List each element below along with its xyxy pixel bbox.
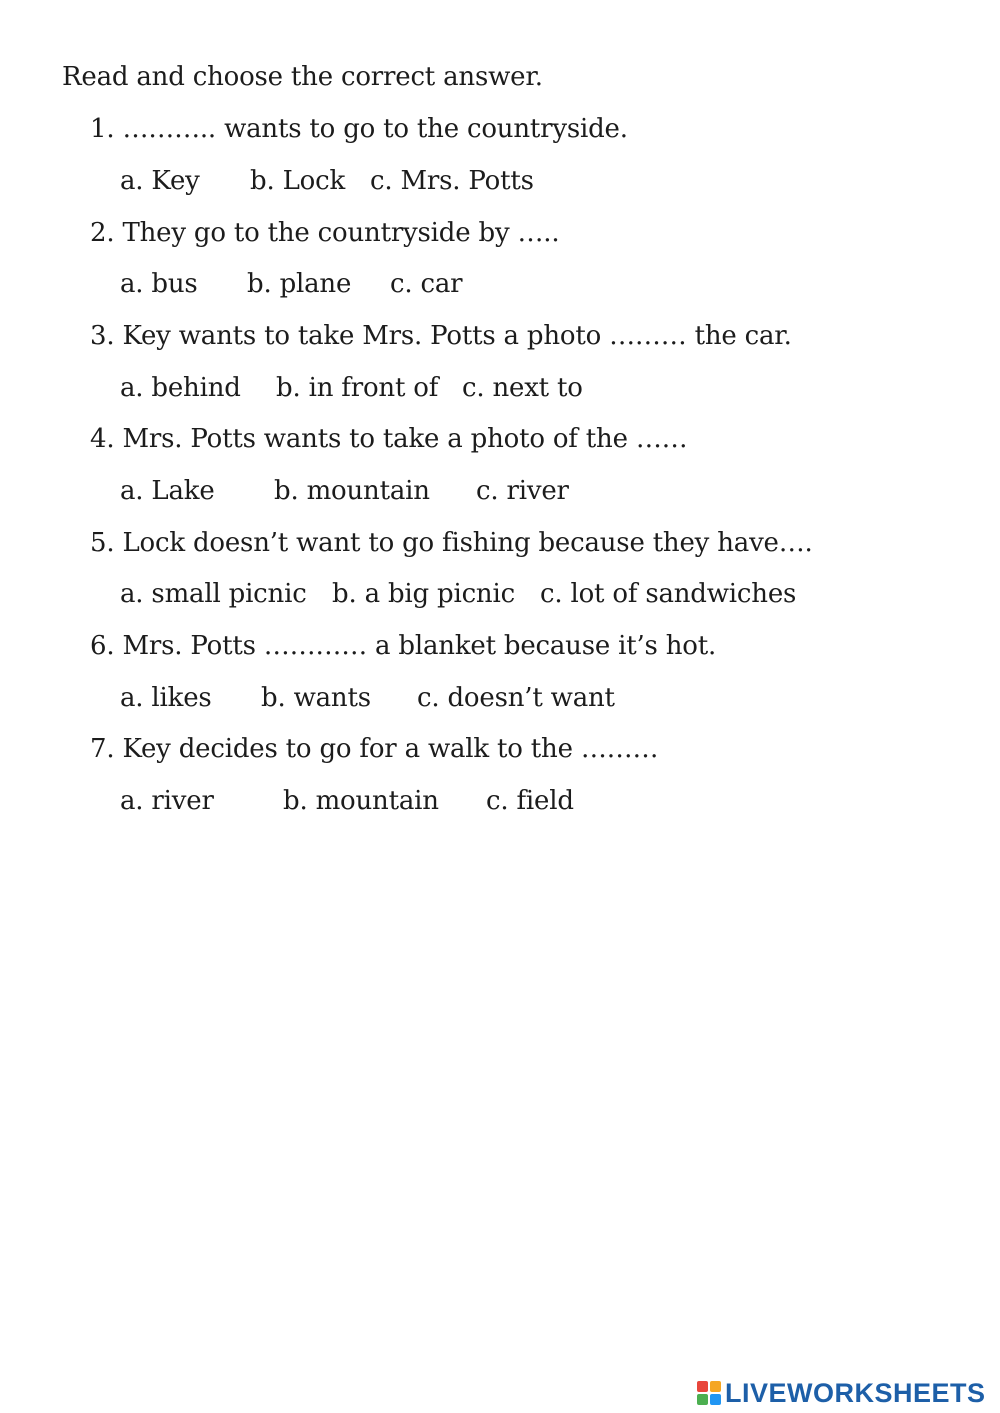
option-3b[interactable]: b. in front of <box>276 373 439 403</box>
question-7: 7. Key decides to go for a walk to the ……… <box>90 734 659 764</box>
option-3a[interactable]: a. behind <box>120 373 241 403</box>
question-4: 4. Mrs. Potts wants to take a photo of the …… <box>90 424 688 454</box>
option-4b[interactable]: b. mountain <box>274 476 430 506</box>
option-2c[interactable]: c. car <box>390 269 463 299</box>
question-3: 3. Key wants to take Mrs. Potts a photo ……… the car. <box>90 321 792 351</box>
question-2: 2. They go to the countryside by ….. <box>90 218 560 248</box>
option-7b[interactable]: b. mountain <box>283 786 439 816</box>
option-4a[interactable]: a. Lake <box>120 476 215 506</box>
question-5: 5. Lock doesn’t want to go fishing because they have…. <box>90 528 813 558</box>
question-6: 6. Mrs. Potts ………… a blanket because it’s hot. <box>90 631 717 661</box>
logo-tile-blue <box>710 1394 721 1405</box>
logo-tile-green <box>697 1394 708 1405</box>
option-6a[interactable]: a. likes <box>120 683 212 713</box>
option-7c[interactable]: c. field <box>486 786 574 816</box>
option-6b[interactable]: b. wants <box>261 683 371 713</box>
option-7a[interactable]: a. river <box>120 786 214 816</box>
option-1c[interactable]: c. Mrs. Potts <box>370 166 534 196</box>
question-1: 1. ……….. wants to go to the countryside. <box>90 114 628 144</box>
logo-tile-red <box>697 1381 708 1392</box>
logo-tile-orange <box>710 1381 721 1392</box>
option-5b[interactable]: b. a big picnic <box>332 579 515 609</box>
option-3c[interactable]: c. next to <box>462 373 583 403</box>
option-5c[interactable]: c. lot of sandwiches <box>540 579 797 609</box>
liveworksheets-brand <box>697 1378 986 1408</box>
option-4c[interactable]: c. river <box>476 476 569 506</box>
option-5a[interactable]: a. small picnic <box>120 579 307 609</box>
brand-name: LIVEWORKSHEETS <box>725 1377 986 1408</box>
instruction-text: Read and choose the correct answer. <box>62 62 543 92</box>
option-1b[interactable]: b. Lock <box>250 166 346 196</box>
liveworksheets-logo-icon <box>697 1381 721 1405</box>
option-2b[interactable]: b. plane <box>247 269 352 299</box>
option-2a[interactable]: a. bus <box>120 269 198 299</box>
option-1a[interactable]: a. Key <box>120 166 200 196</box>
option-6c[interactable]: c. doesn’t want <box>417 683 615 713</box>
